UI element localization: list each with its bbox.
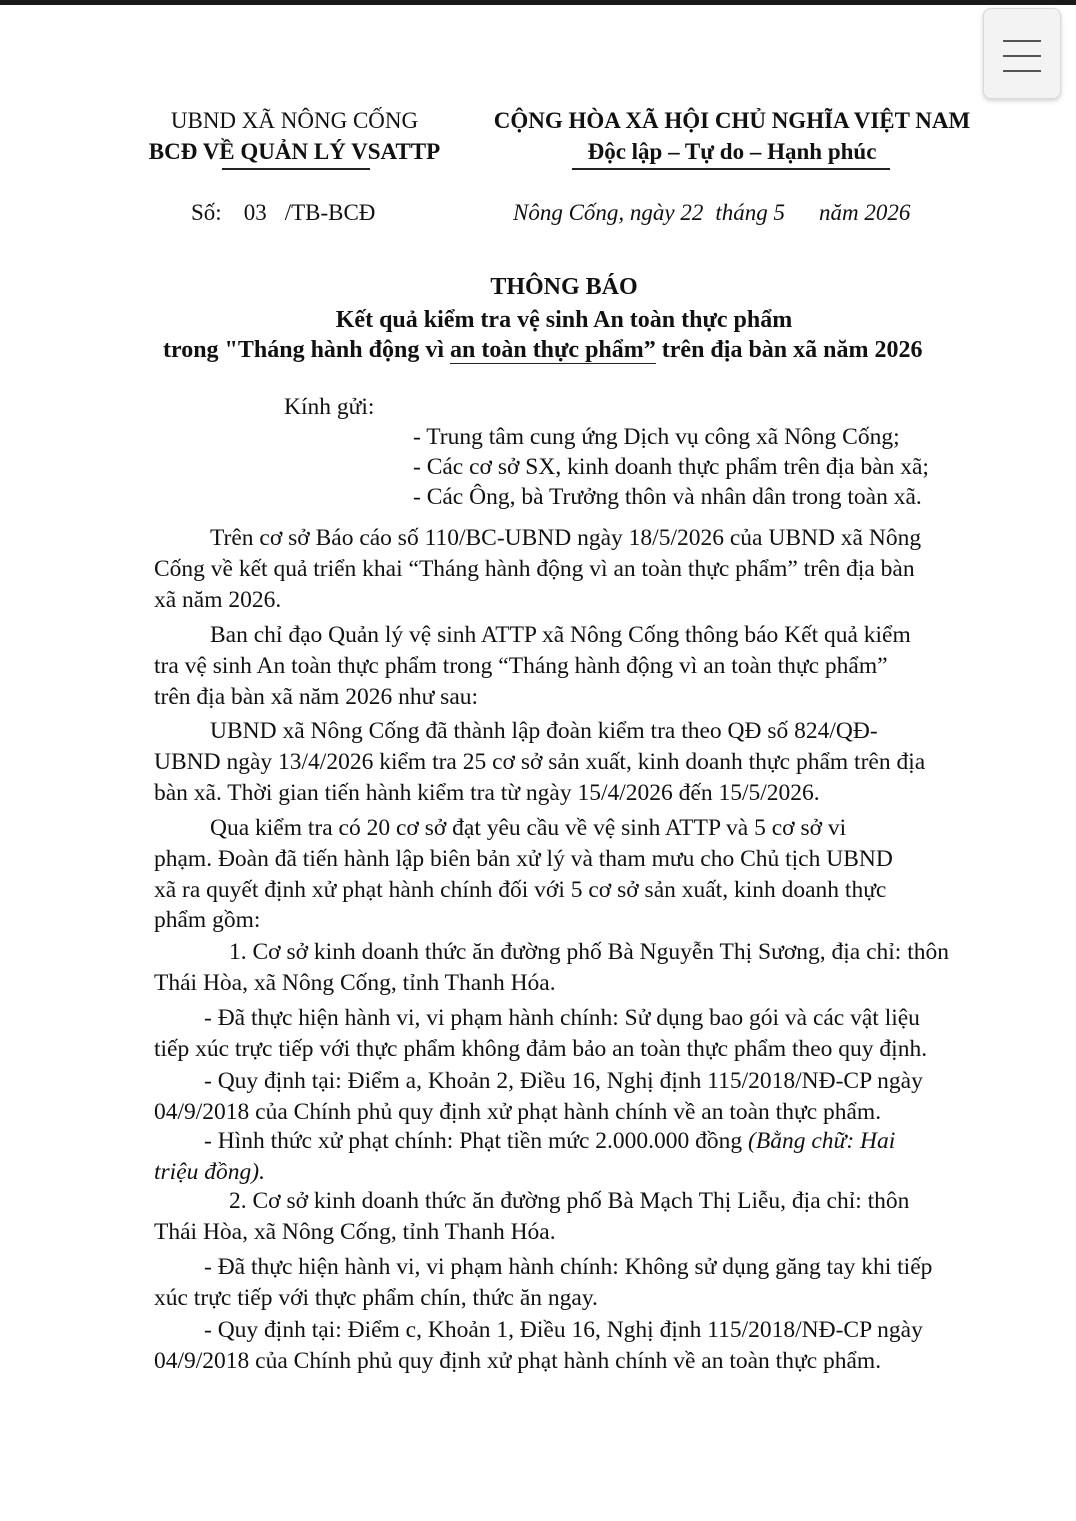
recipient-item: - Các Ông, bà Trưởng thôn và nhân dân trong toàn xã. <box>413 484 922 510</box>
paragraph-line: phẩm gồm: <box>154 907 261 933</box>
header-left-underline <box>222 168 370 170</box>
document-subtitle-line2: trong "Tháng hành động vì an toàn thực phẩm” trên địa bàn xã năm 2026 <box>163 337 923 363</box>
violation-item-1-address: Thái Hòa, xã Nông Cống, tỉnh Thanh Hóa. <box>154 970 556 996</box>
document-subtitle: Kết quả kiểm tra vệ sinh An toàn thực phẩm <box>335 307 793 333</box>
item1-violation: tiếp xúc trực tiếp với thực phẩm không đảm bảo an toàn thực phẩm theo quy định. <box>154 1036 928 1062</box>
top-status-bar <box>0 0 1076 5</box>
header-right-underline <box>572 168 890 170</box>
document-number: Số: 03 /TB-BCĐ <box>191 200 376 225</box>
national-title: CỘNG HÒA XÃ HỘI CHỦ NGHĨA VIỆT NAM <box>493 108 971 133</box>
paragraph-line: xã ra quyết định xử phạt hành chính đối với 5 cơ sở sản xuất, kinh doanh thực <box>154 877 887 903</box>
document-title: THÔNG BÁO <box>490 274 638 300</box>
item2-violation: xúc trực tiếp với thực phẩm chín, thức ăn ngay. <box>154 1285 598 1311</box>
violation-item-1: 1. Cơ sở kinh doanh thức ăn đường phố Bà Nguyễn Thị Sương, địa chỉ: thôn <box>229 939 949 965</box>
issuing-authority: UBND XÃ NÔNG CỐNG <box>170 108 419 133</box>
item1-penalty: - Hình thức xử phạt chính: Phạt tiền mức 2.000.000 đồng (Bằng chữ: Hai <box>204 1128 896 1154</box>
national-motto: Độc lập – Tự do – Hạnh phúc <box>587 139 877 164</box>
paragraph-line: UBND xã Nông Cống đã thành lập đoàn kiểm tra theo QĐ số 824/QĐ- <box>210 718 878 744</box>
paragraph-line: Qua kiểm tra có 20 cơ sở đạt yêu cầu về vệ sinh ATTP và 5 cơ sở vi <box>210 815 847 841</box>
issuing-committee: BCĐ VỀ QUẢN LÝ VSATTP <box>148 139 441 164</box>
paragraph-line: Trên cơ sở Báo cáo số 110/BC-UBND ngày 18/5/2026 của UBND xã Nông <box>210 525 922 551</box>
item2-rule: 04/9/2018 của Chính phủ quy định xử phạt hành chính về an toàn thực phẩm. <box>154 1348 882 1374</box>
date-line: Nông Cống, ngày 22 tháng 5 năm 2026 <box>513 200 911 225</box>
paragraph-line: trên địa bàn xã năm 2026 như sau: <box>154 684 479 710</box>
violation-item-2: 2. Cơ sở kinh doanh thức ăn đường phố Bà Mạch Thị Liễu, địa chỉ: thôn <box>229 1188 910 1214</box>
paragraph-line: UBND ngày 13/4/2026 kiểm tra 25 cơ sở sản xuất, kinh doanh thực phẩm trên địa <box>154 749 926 775</box>
paragraph-line: xã năm 2026. <box>154 587 282 613</box>
item1-violation: - Đã thực hiện hành vi, vi phạm hành chính: Sử dụng bao gói và các vật liệu <box>204 1005 920 1031</box>
paragraph-line: tra vệ sinh An toàn thực phẩm trong “Tháng hành động vì an toàn thực phẩm” <box>154 653 888 679</box>
recipient-item: - Trung tâm cung ứng Dịch vụ công xã Nông Cống; <box>413 424 900 450</box>
item1-rule: 04/9/2018 của Chính phủ quy định xử phạt hành chính về an toàn thực phẩm. <box>154 1099 882 1125</box>
item2-rule: - Quy định tại: Điểm c, Khoản 1, Điều 16, Nghị định 115/2018/NĐ-CP ngày <box>204 1317 923 1343</box>
hamburger-menu-button[interactable] <box>983 8 1061 99</box>
item2-violation: - Đã thực hiện hành vi, vi phạm hành chính: Không sử dụng găng tay khi tiếp <box>204 1254 933 1280</box>
item1-penalty-words: triệu đồng). <box>154 1159 265 1185</box>
recipients-label: Kính gửi: <box>284 394 375 420</box>
paragraph-line: phạm. Đoàn đã tiến hành lập biên bản xử lý và tham mưu cho Chủ tịch UBND <box>154 846 893 872</box>
paragraph-line: Ban chỉ đạo Quản lý vệ sinh ATTP xã Nông Cống thông báo Kết quả kiểm <box>210 622 911 648</box>
item1-rule: - Quy định tại: Điểm a, Khoản 2, Điều 16, Nghị định 115/2018/NĐ-CP ngày <box>204 1068 923 1094</box>
paragraph-line: bàn xã. Thời gian tiến hành kiểm tra từ ngày 15/4/2026 đến 15/5/2026. <box>154 780 820 806</box>
recipient-item: - Các cơ sở SX, kinh doanh thực phẩm trên địa bàn xã; <box>413 454 929 480</box>
paragraph-line: Cống về kết quả triển khai “Tháng hành động vì an toàn thực phẩm” trên địa bàn <box>154 556 915 582</box>
violation-item-2-address: Thái Hòa, xã Nông Cống, tỉnh Thanh Hóa. <box>154 1219 556 1245</box>
